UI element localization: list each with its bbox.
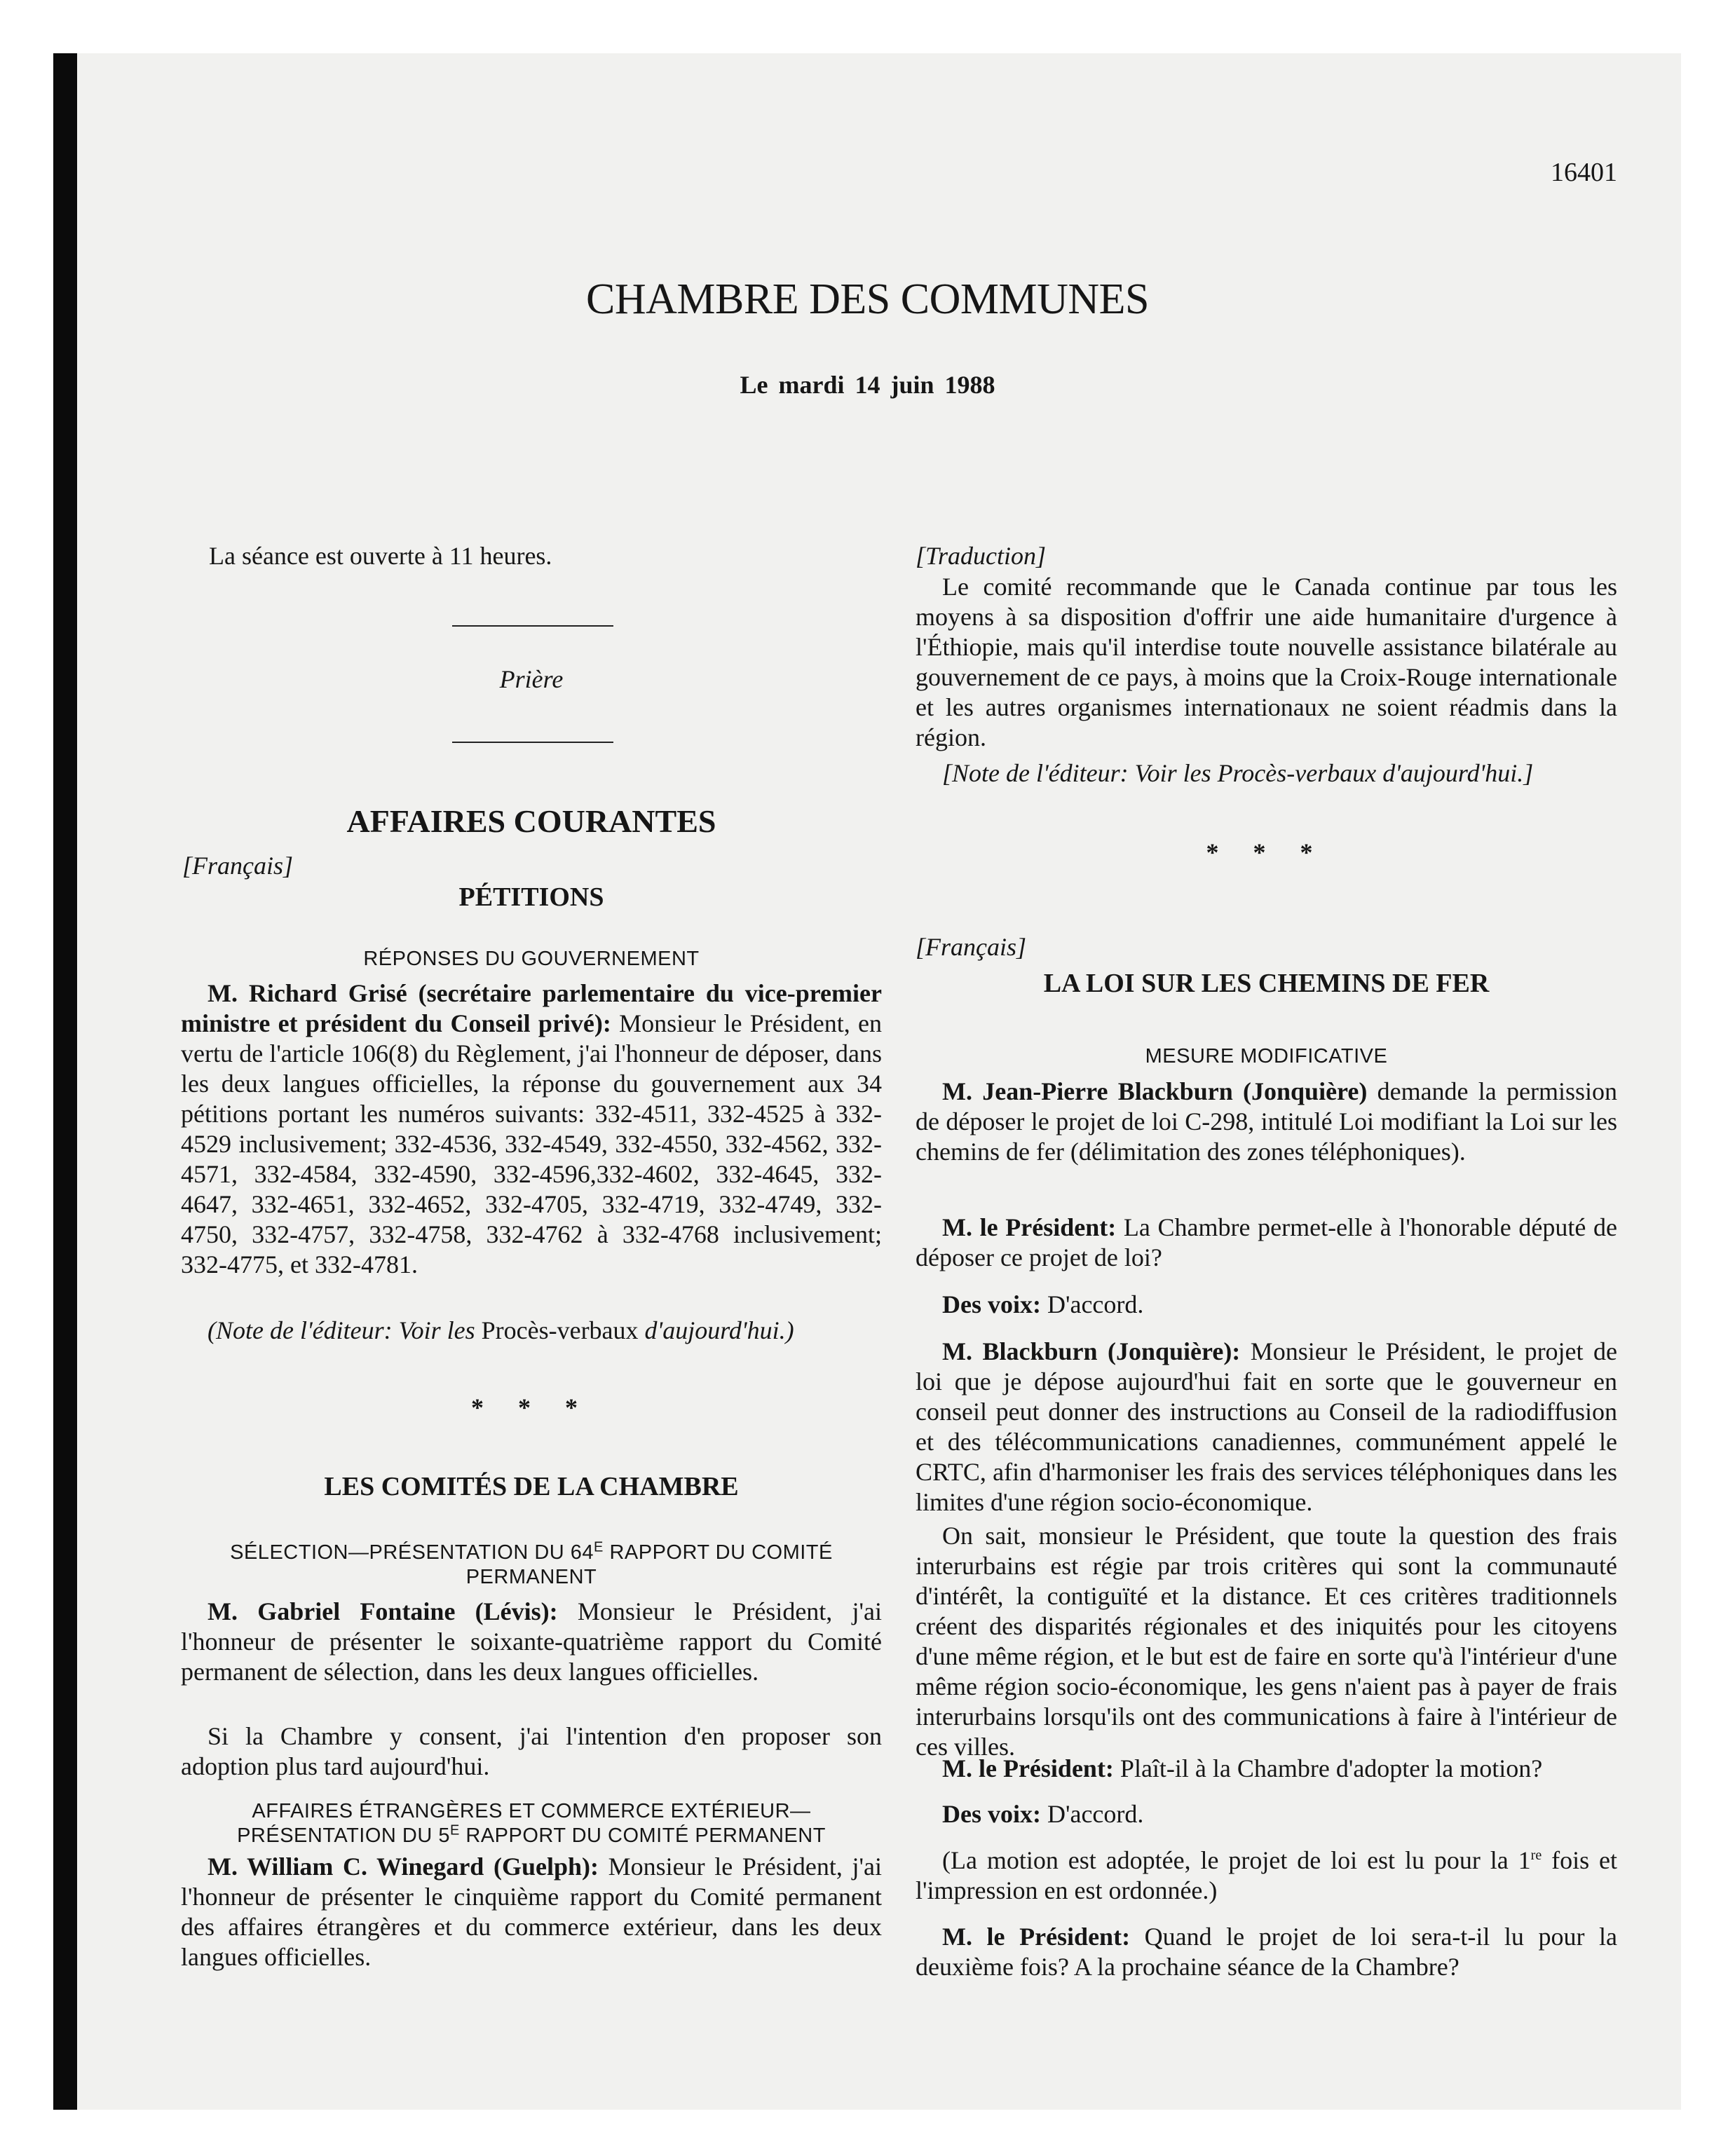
speaker-name: M. Jean-Pierre Blackburn (Jonquière) [942, 1077, 1368, 1105]
speaker-paragraph: M. le Président: Quand le projet de loi sera-t-il lu pour la deuxième fois? A la prochaine séance de la Chambre? [916, 1923, 1618, 1981]
speech-text: Monsieur le Président, j'ai l'honneur de présenter le soixante-quatrième rapport du Comité permanent de sélection, dans les deux langues officielles. [181, 1597, 882, 1686]
divider [452, 742, 613, 743]
committee-recommendation: Le comité recommande que le Canada continue par tous les moyens à sa disposition d'offrir une aide humanitaire d'urgence à l'Éthiopie, mais qu'il interdise toute nouvelle assistance bilatérale au gouvernement de ce pays, à moins que la Croix-Rouge internationale et les autres organismes internationaux ne soient réadmis dans la région. [916, 573, 1617, 751]
subheading-selection: SÉLECTION—PRÉSENTATION DU $64^E$ RAPPORT DU COMITÉ PERMANENT [230, 1539, 833, 1588]
motion-adopted-paragraph: (La motion est adoptée, le projet de loi est lu pour la 1re fois et l'impression en est ordonnée.) [916, 1846, 1617, 1904]
fontaine-paragraph [181, 1597, 882, 1687]
petitions-heading: PÉTITIONS [458, 882, 604, 912]
speech-text: Monsieur le Président, le projet de loi que je dépose aujourd'hui fait en sorte que le gouverneur en conseil peut donner des instructions au Conseil de la radiodiffusion et des télécommunications canadiennes, communément appelé le CRTC, afin d'harmoniser les frais des services téléphoniques dans les limites d'une région socio-économique. [916, 1337, 1617, 1516]
winegard-paragraph [181, 1852, 882, 1972]
blackburn-speech-paragraph [916, 1337, 1617, 1517]
blackburn-paragraph [916, 1077, 1617, 1167]
committees-title: LES COMITÉS DE LA CHAMBRE [324, 1472, 739, 1501]
section-separator: * * * [1206, 838, 1327, 866]
sitting-date: Le mardi 14 juin 1988 [740, 371, 995, 399]
speech-text: Monsieur le Président, j'ai l'honneur de présenter le cinquième rapport du Comité permanent des affaires étrangères et du commerce extérieur, dans les deux langues officielles. [181, 1853, 883, 1971]
language-tag: [Français] [182, 852, 294, 880]
language-tag: [Français] [916, 933, 1027, 961]
voices-paragraph: Des voix: D'accord. [942, 1290, 1144, 1318]
speaker-paragraph: M. le Président: La Chambre permet-elle à l'honorable député de déposer ce projet de loi? [916, 1213, 1617, 1271]
editor-note: [Note de l'éditeur: Voir les Procès-verbaux d'aujourd'hui.] [942, 759, 1534, 787]
speaker-name: M. Richard Grisé (secrétaire parlementaire du vice-premier ministre et président du Conseil privé): [181, 979, 882, 1037]
divider [452, 625, 613, 627]
translation-tag: [Traduction] [916, 542, 1047, 570]
blackburn-speech-continued: On sait, monsieur le Président, que toute la question des frais interurbains est régie par trois critères qui sont la communauté d'intérêt, la contiguïté et la distance. Et ces critères traditionnels créent des disparités régionales et des iniquités pour les citoyens d'une même région, et le but est de faire en sorte qu'à l'intérieur d'une même région socio-économique, les gens n'aient pas à payer de frais interurbains lorsqu'ils ont des communications à faire à l'intérieur de ces villes. [916, 1522, 1617, 1761]
voices-paragraph: Des voix: D'accord. [942, 1800, 1144, 1828]
page-number: 16401 [1551, 158, 1617, 187]
grise-paragraph [181, 978, 882, 1280]
speech-text: demande la permission de déposer le projet de loi C-298, intitulé Loi modifiant la Loi sur les chemins de fer (délimitation des zones téléphoniques). [916, 1077, 1617, 1166]
editor-note: (Note de l'éditeur: Voir les Procès-verbaux d'aujourd'hui.) [207, 1316, 794, 1344]
speaker-name: M. Gabriel Fontaine (Lévis): [207, 1597, 558, 1625]
section-title: AFFAIRES COURANTES [346, 803, 716, 839]
consent-paragraph: Si la Chambre y consent, j'ai l'intention d'en proposer son adoption plus tard aujourd'hui. [181, 1722, 882, 1780]
prayer-label: Prière [499, 665, 564, 693]
speaker-name: M. William C. Winegard (Guelph): [207, 1853, 599, 1881]
binding-edge [53, 53, 77, 2110]
subheading-amendment: MESURE MODIFICATIVE [1145, 1045, 1388, 1067]
speaker-paragraph: M. le Président: Plaît-il à la Chambre d'adopter la motion? [942, 1754, 1543, 1782]
railway-title: LA LOI SUR LES CHEMINS DE FER [1043, 969, 1490, 998]
speech-text: Monsieur le Président, en vertu de l'article 106(8) du Règlement, j'ai l'honneur de déposer, dans les deux langues officielles, la réponse du gouvernement aux 34 pétitions portant les numéros suivants: 332-4511, 332-4525 à 332-4529 inclusivement; 332-4536, 332-4549, 332-4550, 332-4562, 332-4571, 332-4584, 332-4590, 332-4596,332-4602, 332-4645, 332-4647, 332-4651, 332-4652, 332-4705, 332-4719, 332-4749, 332-4750, 332-4757, 332-4758, 332-4762 à 332-4768 inclusivement; 332-4775, et 332-4781. [181, 1009, 883, 1278]
subheading-government-responses: RÉPONSES DU GOUVERNEMENT [363, 948, 700, 970]
speaker-name: M. Blackburn (Jonquière): [942, 1337, 1241, 1365]
section-separator: * * * [471, 1393, 592, 1421]
subheading-foreign-affairs: AFFAIRES ÉTRANGÈRES ET COMMERCE EXTÉRIEUR— PRÉSENTATION DU $5^E$ RAPPORT DU COMITÉ PERMANENT [237, 1800, 826, 1847]
opening-line: La séance est ouverte à 11 heures. [209, 542, 552, 570]
page-title: CHAMBRE DES COMMUNES [585, 275, 1150, 323]
